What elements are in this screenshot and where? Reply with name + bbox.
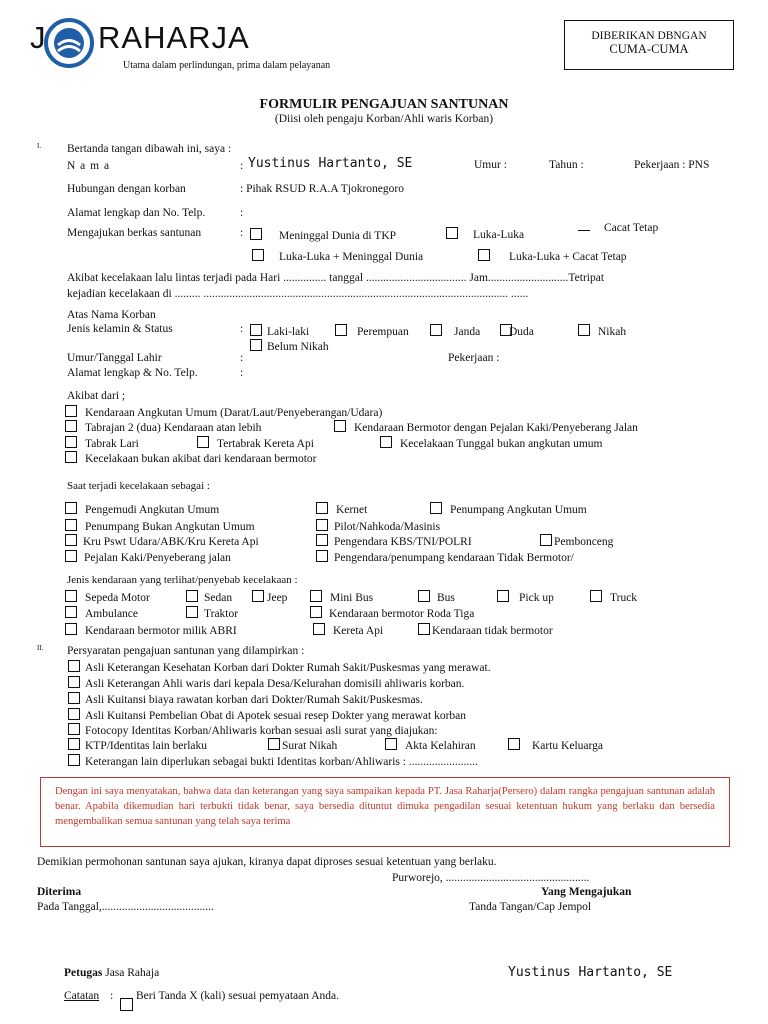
opt-laki[interactable]: Laki-laki — [250, 324, 309, 338]
checkbox[interactable] — [418, 590, 430, 602]
opt-luka-cacat[interactable]: Luka-Luka + Cacat Tetap — [478, 249, 627, 263]
ad-pejalan-kaki[interactable]: Kendaraan Bermotor dengan Pejalan Kaki/Penyeberang Jalan — [334, 420, 638, 434]
hubungan-value[interactable]: : Pihak RSUD R.A.A Tjokronegoro — [240, 183, 404, 195]
ad-tabrak-lari[interactable]: Tabrak Lari — [65, 436, 139, 450]
akibat-line-1: Akibat kecelakaan lalu lintas terjadi pada Hari ............... tanggal ................................... Jam............................Tetripat — [67, 272, 605, 284]
checkbox[interactable] — [65, 606, 77, 618]
opt-nikah[interactable]: Nikah — [578, 324, 626, 338]
opt-belum-nikah[interactable]: Belum Nikah — [250, 339, 329, 353]
checkbox[interactable] — [68, 660, 80, 672]
ad-kereta-api[interactable]: Tertabrak Kereta Api — [197, 436, 314, 450]
jk-label: Jenis kelamin & Status — [67, 323, 173, 335]
box-line-1: DIBERIKAN DBNGAN — [591, 30, 707, 42]
checkbox[interactable] — [334, 420, 346, 432]
checkbox[interactable] — [186, 606, 198, 618]
opt-cacat[interactable]: Cacat Tetap — [578, 222, 658, 234]
form-title: FORMULIR PENGAJUAN SANTUNAN — [259, 97, 509, 112]
checkbox[interactable] — [316, 534, 328, 546]
nama-value[interactable]: Yustinus Hartanto, SE — [248, 156, 413, 171]
checkbox[interactable] — [65, 550, 77, 562]
opt-luka[interactable]: Luka-Luka — [446, 227, 524, 241]
alamat-label: Alamat lengkap dan No. Telp. — [67, 207, 206, 219]
alamat-korban-label: Alamat lengkap & No. Telp. — [67, 367, 198, 379]
signer-name: Yustinus Hartanto, SE — [508, 965, 673, 980]
jk-mini-bus[interactable]: Mini Bus — [310, 590, 373, 604]
checkbox[interactable] — [65, 590, 77, 602]
jk-traktor[interactable]: Traktor — [186, 606, 238, 620]
checkbox[interactable] — [268, 738, 280, 750]
jk-roda-tiga[interactable]: Kendaraan bermotor Roda Tiga — [310, 606, 474, 620]
statement-text: Dengan ini saya menyatakan, bahwa data dan keterangan yang saya sampaikan kepada PT. Jasa Raharja(Persero) dalam rangka pengajuan santunan adalah benar. Apabila dikemudian hari terbukti tidak benar, saya bersedia dituntut dimuka pengadilan sesuai ketentuan hukum yang berlaku dan bersedia mengembalikan semua santunan yang telah saya terima — [55, 786, 715, 827]
jk-sepeda-motor[interactable]: Sepeda Motor — [65, 590, 150, 604]
tahun-label: Tahun : — [549, 159, 584, 171]
ad-dua-kendaraan[interactable]: Tabrajan 2 (dua) Kendaraan atan lebih — [65, 420, 261, 434]
s2-intro: Persyaratan pengajuan santunan yang dilampirkan : — [67, 645, 305, 657]
req-fotocopy[interactable]: Fotocopy Identitas Korban/Ahliwaris korban sesuai asli surat yang diajukan: — [68, 723, 438, 737]
req-surat-nikah[interactable]: Surat Nikah — [268, 738, 337, 752]
place-date: Purworejo, .................................................. — [392, 872, 590, 884]
jk-sedan[interactable]: Sedan — [186, 590, 232, 604]
umur-colon: : — [240, 352, 244, 364]
st-penumpang-umum[interactable]: Penumpang Angkutan Umum — [430, 502, 587, 516]
opt-luka-meninggal[interactable]: Luka-Luka + Meninggal Dunia — [252, 249, 423, 263]
req-akta[interactable]: Akta Kelahiran — [385, 738, 476, 752]
checkbox[interactable] — [316, 519, 328, 531]
st-pejalan[interactable]: Pejalan Kaki/Penyeberang jalan — [65, 550, 231, 564]
st-kru[interactable]: Kru Pswt Udara/ABK/Kru Kereta Api — [65, 534, 259, 548]
checkbox[interactable] — [578, 324, 590, 336]
jk-abri[interactable]: Kendaraan bermotor milik ABRI — [65, 623, 237, 637]
opt-perempuan[interactable]: Perempuan — [335, 324, 409, 338]
logo-letter: J — [30, 20, 47, 55]
req-kesehatan[interactable]: Asli Keterangan Kesehatan Korban dari Dokter Rumah Sakit/Puskesmas yang merawat. — [68, 660, 491, 674]
jk-kereta[interactable]: Kereta Api — [313, 623, 383, 637]
jk-truck[interactable]: Truck — [590, 590, 637, 604]
checkbox[interactable] — [250, 324, 262, 336]
checkbox[interactable] — [68, 676, 80, 688]
checkbox[interactable] — [186, 590, 198, 602]
req-ktp[interactable]: KTP/Identitas lain berlaku — [68, 738, 207, 752]
checkbox[interactable] — [380, 436, 392, 448]
checkbox[interactable] — [250, 228, 262, 240]
jk-jeep[interactable]: Jeep — [252, 590, 287, 604]
req-ahli-waris[interactable]: Asli Keterangan Ahli waris dari kepala Desa/Kelurahan domisili ahliwaris korban. — [68, 676, 464, 690]
catatan-label: Catatan — [64, 990, 100, 1002]
jk-ambulance[interactable]: Ambulance — [65, 606, 138, 620]
req-keterangan-lain[interactable]: Keterangan lain diperlukan sebagai bukti Identitas korban/Ahliwaris : ........................ — [68, 754, 478, 768]
st-kernet[interactable]: Kernet — [316, 502, 367, 516]
checkbox[interactable] — [65, 519, 77, 531]
checkbox[interactable] — [335, 324, 347, 336]
opt-meninggal-tkp[interactable]: Meninggal Dunia di TKP — [250, 228, 396, 242]
st-pembonceng[interactable]: Pembonceng — [540, 534, 613, 548]
jk-tidak-bermotor[interactable]: Kendaraan tidak bermotor — [418, 623, 553, 637]
checkbox[interactable] — [497, 590, 509, 602]
checkbox[interactable] — [252, 590, 264, 602]
opt-duda[interactable]: Duda — [500, 324, 534, 338]
jasa-raharja-logo-icon — [44, 18, 94, 68]
checkbox[interactable] — [120, 998, 133, 1011]
berkas-colon: : — [240, 227, 244, 239]
jk-colon: : — [240, 323, 244, 335]
checkbox[interactable] — [590, 590, 602, 602]
statement-box — [40, 777, 730, 847]
checkbox[interactable] — [65, 420, 77, 432]
umur-label: Umur : — [474, 159, 507, 171]
checkbox[interactable] — [197, 436, 209, 448]
checkbox[interactable] — [68, 754, 80, 766]
saat-label: Saat terjadi kecelakaan sebagai : — [67, 480, 210, 492]
nama-label: N a m a — [67, 160, 111, 172]
checkbox[interactable] — [252, 249, 264, 261]
req-kuitansi-rawat[interactable]: Asli Kuitansi biaya rawatan korban dari Dokter/Rumah Sakit/Puskesmas. — [68, 692, 423, 706]
st-penumpang-bukan[interactable]: Penumpang Bukan Angkutan Umum — [65, 519, 255, 533]
st-kbs[interactable]: Pengendara KBS/TNI/POLRI — [316, 534, 472, 548]
checkbox[interactable] — [540, 534, 552, 546]
jk-bus[interactable]: Bus — [418, 590, 455, 604]
umur-tgl-label: Umur/Tanggal Lahir — [67, 352, 162, 364]
section-1-number: I. — [37, 142, 42, 150]
nama-colon: : — [240, 160, 244, 172]
jenis-label: Jenis kendaraan yang terlihat/penyebab kecelakaan : — [67, 574, 298, 586]
ttd-label: Tanda Tangan/Cap Jempol — [469, 901, 592, 913]
blank-line — [578, 230, 590, 231]
checkbox[interactable] — [68, 738, 80, 750]
checkbox[interactable] — [65, 436, 77, 448]
req-kuitansi-obat[interactable]: Asli Kuitansi Pembelian Obat di Apotek sesuai resep Dokter yang merawat korban — [68, 708, 466, 722]
tagline: Utama dalam perlindungan, prima dalam pelayanan — [123, 60, 331, 71]
checkbox[interactable] — [316, 502, 328, 514]
akibat-dari-label: Akibat dari ; — [67, 390, 126, 402]
ad-angkutan-umum[interactable]: Kendaraan Angkutan Umum (Darat/Laut/Penyeberangan/Udara) — [65, 405, 382, 419]
section-2-number: II. — [37, 644, 44, 652]
st-tidak-bermotor[interactable]: Pengendara/penumpang kendaraan Tidak Bermotor/ — [316, 550, 574, 564]
checkbox[interactable] — [68, 723, 80, 735]
checkbox[interactable] — [313, 623, 325, 635]
alamat-colon: : — [240, 207, 244, 219]
ad-tunggal[interactable]: Kecelakaan Tunggal bukan angkutan umum — [380, 436, 603, 450]
catatan-text: Beri Tanda X (kali) sesuai pemyataan Anda. — [136, 990, 340, 1002]
form-subtitle: (Diisi oleh pengaju Korban/Ahli waris Korban) — [274, 113, 494, 125]
checkbox[interactable] — [65, 451, 77, 463]
checkbox[interactable] — [418, 623, 430, 635]
checkbox[interactable] — [385, 738, 397, 750]
checkbox[interactable] — [68, 692, 80, 704]
checkbox[interactable] — [316, 550, 328, 562]
checkbox[interactable] — [310, 590, 322, 602]
jk-pickup[interactable]: Pick up — [497, 590, 554, 604]
checkbox[interactable] — [430, 324, 442, 336]
opt-janda[interactable]: Janda — [430, 324, 480, 338]
diterima-label: Diterima — [37, 886, 82, 898]
checkbox[interactable] — [65, 534, 77, 546]
berkas-label: Mengajukan berkas santunan — [67, 227, 202, 239]
checkbox[interactable] — [446, 227, 458, 239]
req-kk[interactable]: Kartu Keluarga — [508, 738, 603, 752]
catatan-colon: : — [110, 990, 114, 1002]
pada-tanggal: Pada Tanggal,....................................... — [37, 901, 214, 913]
pekerjaan-korban-label: Pekerjaan : — [448, 352, 500, 364]
checkbox[interactable] — [430, 502, 442, 514]
petugas-label: Petugas Jasa Rahaja — [64, 967, 160, 979]
st-pilot[interactable]: Pilot/Nahkoda/Masinis — [316, 519, 440, 533]
atas-nama-label: Atas Nama Korban — [67, 309, 156, 321]
alamat-korban-colon: : — [240, 367, 244, 379]
yang-mengajukan-label: Yang Mengajukan — [541, 886, 632, 898]
ad-non-motor[interactable]: Kecelakaan bukan akibat dari kendaraan bermotor — [65, 451, 316, 465]
checkbox[interactable] — [65, 405, 77, 417]
free-of-charge-box — [564, 20, 734, 70]
checkbox[interactable] — [508, 738, 520, 750]
pekerjaan-label: Pekerjaan : PNS — [634, 159, 710, 171]
logo-name: RAHARJA — [98, 20, 250, 55]
checkbox[interactable] — [65, 502, 77, 514]
checkbox[interactable] — [310, 606, 322, 618]
checkbox[interactable] — [68, 708, 80, 720]
checkbox[interactable] — [65, 623, 77, 635]
box-line-2: CUMA-CUMA — [609, 42, 689, 56]
akibat-line-2: kejadian kecelakaan di ......... .......................................................................................................... ...... — [67, 288, 529, 300]
s1-intro: Bertanda tangan dibawah ini, saya : — [67, 143, 232, 155]
checkbox[interactable] — [250, 339, 262, 351]
checkbox[interactable] — [478, 249, 490, 261]
hubungan-label: Hubungan dengan korban — [67, 183, 186, 195]
st-pengemudi[interactable]: Pengemudi Angkutan Umum — [65, 502, 219, 516]
demikian-text: Demikian permohonan santunan saya ajukan, kiranya dapat diproses sesuai ketentuan yang berlaku. — [37, 856, 497, 868]
